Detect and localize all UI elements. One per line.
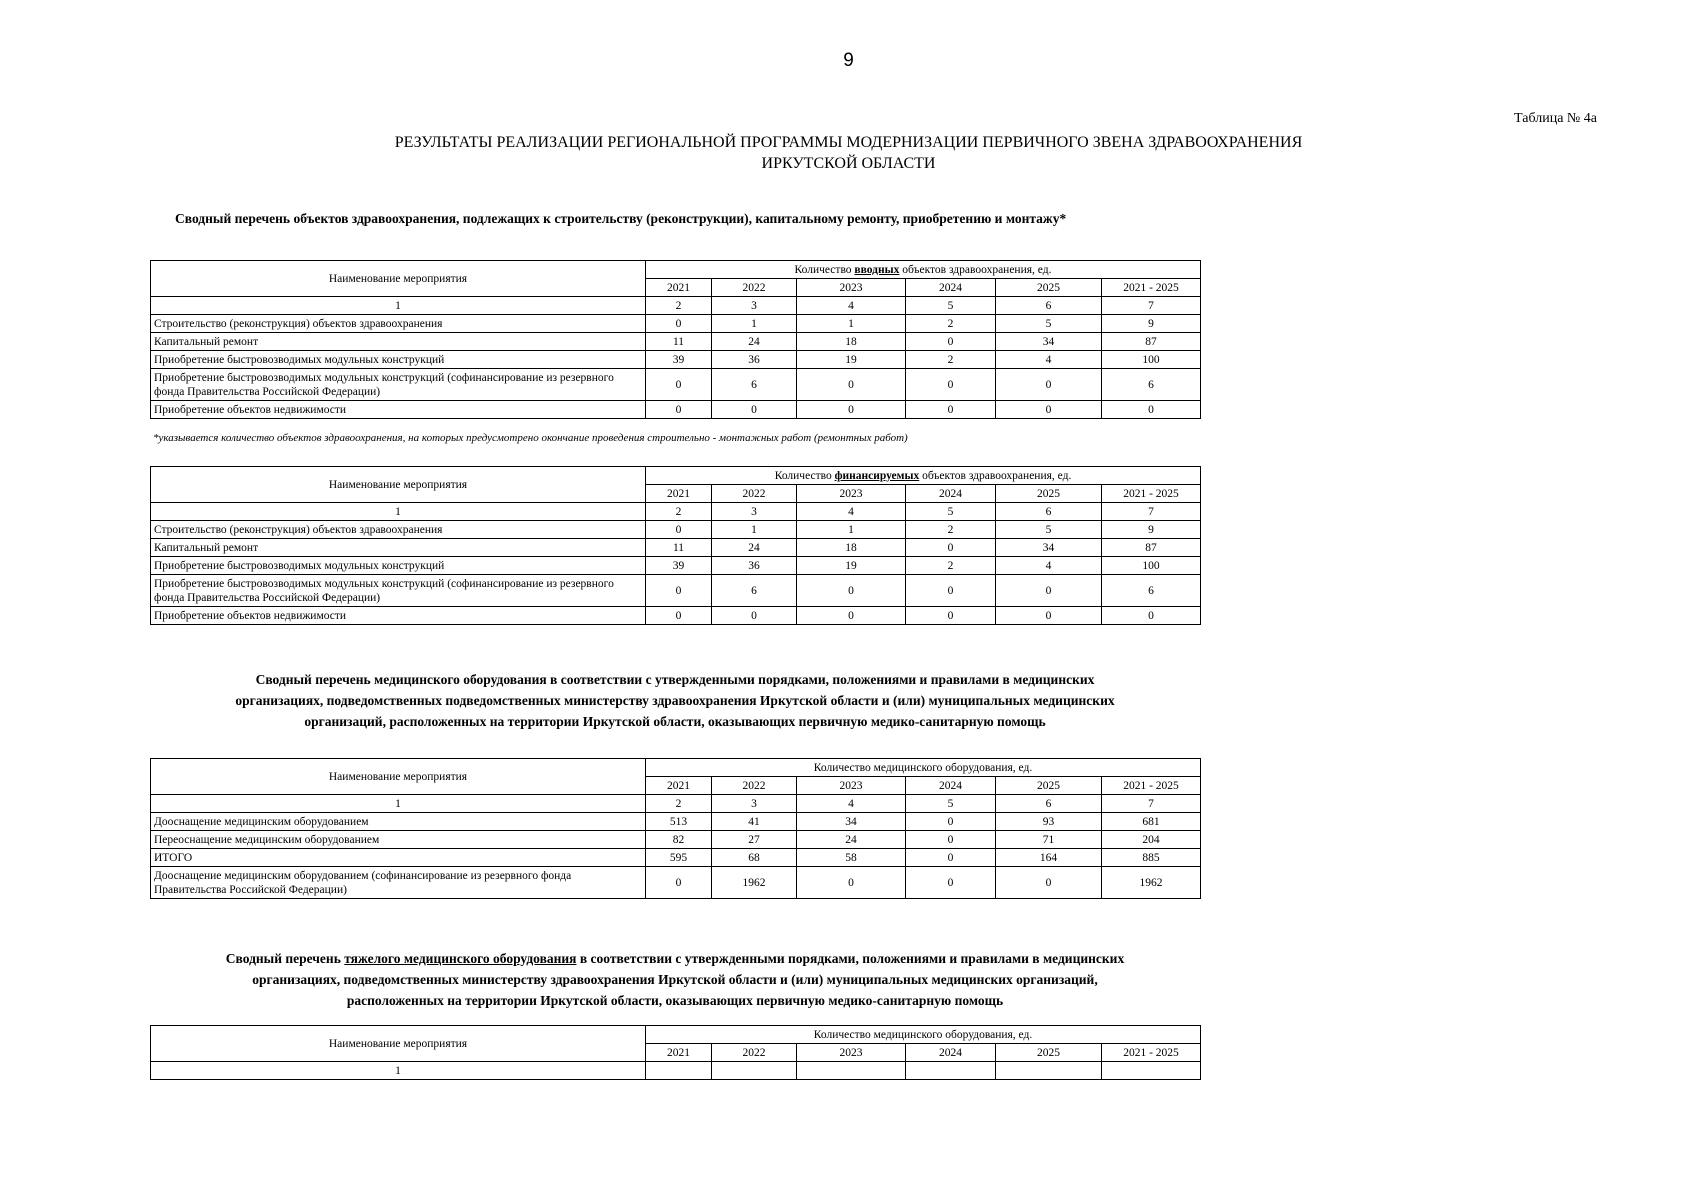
table-heavy-medical-equipment — [150, 1025, 1201, 1080]
heading-emphasis: тяжелого медицинского оборудования — [344, 951, 577, 966]
column-header-group: Количество финансируемых объектов здравоохранения, ед. — [646, 467, 1201, 485]
table-row: Капитальный ремонт 11 24 18 0 34 87 — [151, 333, 1201, 351]
year-header: 2021 - 2025 — [1102, 485, 1201, 503]
year-header: 2023 — [797, 279, 906, 297]
year-header: 2023 — [797, 1044, 906, 1062]
year-header: 2021 - 2025 — [1102, 1044, 1201, 1062]
section-heading — [150, 669, 1200, 732]
year-header: 2024 — [906, 279, 996, 297]
table-row: Приобретение быстровозводимых модульных конструкций 39 36 19 2 4 100 — [151, 557, 1201, 575]
table-financed-objects — [150, 466, 1201, 625]
table-row: Строительство (реконструкция) объектов здравоохранения 0 1 1 2 5 9 — [151, 521, 1201, 539]
year-header: 2025 — [996, 485, 1102, 503]
table-row: Приобретение быстровозводимых модульных конструкций (софинансирование из резервного фонда Правительства Российской Федерации) 0 6 0 0 0 6 — [151, 369, 1201, 401]
section-heading-line: организаций, расположенных на территории Иркутской области, оказывающих первичную медико-санитарную помощь — [304, 714, 1046, 729]
column-header-name: Наименование мероприятия — [151, 467, 646, 503]
table-medical-equipment — [150, 758, 1201, 899]
table-row: Приобретение быстровозводимых модульных конструкций (софинансирование из резервного фонда Правительства Российской Федерации) 0 6 0 0 0 6 — [151, 575, 1201, 607]
year-header: 2025 — [996, 1044, 1102, 1062]
page-number: 9 — [843, 50, 854, 71]
year-header: 2022 — [712, 485, 797, 503]
year-header: 2021 - 2025 — [1102, 777, 1201, 795]
year-header: 2022 — [712, 279, 797, 297]
column-number-row: 1 2 3 4 5 6 7 — [151, 297, 1201, 315]
footnote: *указывается количество объектов здравоохранения, на которых предусмотрено окончание проведения строительно - монтажных работ (ремонтных работ) — [153, 432, 908, 444]
column-header-group: Количество медицинского оборудования, ед. — [646, 759, 1201, 777]
year-header: 2022 — [712, 777, 797, 795]
year-header: 2021 - 2025 — [1102, 279, 1201, 297]
year-header: 2025 — [996, 777, 1102, 795]
header-emphasis: финансируемых — [834, 469, 920, 482]
page-title — [0, 132, 1697, 174]
column-number-row: 1 2 3 4 5 6 7 — [151, 503, 1201, 521]
table-row: Строительство (реконструкция) объектов здравоохранения 0 1 1 2 5 9 — [151, 315, 1201, 333]
year-header: 2025 — [996, 279, 1102, 297]
year-header: 2021 — [646, 777, 712, 795]
year-header: 2021 — [646, 1044, 712, 1062]
section-heading-line: организациях, подведомственных министерству здравоохранения Иркутской области и (или) муниципальных медицинских организаций, — [252, 972, 1098, 987]
table-row: Переоснащение медицинским оборудованием 82 27 24 0 71 204 — [151, 831, 1201, 849]
table-row: Капитальный ремонт 11 24 18 0 34 87 — [151, 539, 1201, 557]
year-header: 2024 — [906, 777, 996, 795]
section-heading-line: расположенных на территории Иркутской области, оказывающих первичную медико-санитарную помощь — [346, 993, 1004, 1008]
table-row: ИТОГО 595 68 58 0 164 885 — [151, 849, 1201, 867]
header-emphasis: вводных — [854, 263, 900, 276]
table-row: Дооснащение медицинским оборудованием (софинансирование из резервного фонда Правительства Российской Федерации) 0 1962 0 0 0 1962 — [151, 867, 1201, 899]
year-header: 2023 — [797, 485, 906, 503]
section-heading — [150, 948, 1200, 1011]
year-header: 2024 — [906, 485, 996, 503]
column-number-row: 1 2 3 4 5 6 7 — [151, 795, 1201, 813]
year-header: 2022 — [712, 1044, 797, 1062]
table-row: Приобретение быстровозводимых модульных конструкций 39 36 19 2 4 100 — [151, 351, 1201, 369]
column-header-group: Количество вводных объектов здравоохранения, ед. — [646, 261, 1201, 279]
section-heading-line: Сводный перечень медицинского оборудования в соответствии с утвержденными порядками, положениями и правилами в медицинских — [255, 672, 1095, 687]
year-header: 2024 — [906, 1044, 996, 1062]
table-row: Дооснащение медицинским оборудованием 513 41 34 0 93 681 — [151, 813, 1201, 831]
section-heading-line: организациях, подведомственных подведомственных министерству здравоохранения Иркутской области и (или) муниципальных медицинских — [235, 693, 1115, 708]
year-header: 2021 — [646, 279, 712, 297]
table-row: Приобретение объектов недвижимости 0 0 0 0 0 0 — [151, 607, 1201, 625]
page-title-line: РЕЗУЛЬТАТЫ РЕАЛИЗАЦИИ РЕГИОНАЛЬНОЙ ПРОГРАММЫ МОДЕРНИЗАЦИИ ПЕРВИЧНОГО ЗВЕНА ЗДРАВООХРАНЕНИЯ — [394, 134, 1303, 151]
table-commissioned-objects — [150, 260, 1201, 419]
column-number-row: 1 — [151, 1062, 1201, 1080]
table-row: Приобретение объектов недвижимости 0 0 0 0 0 0 — [151, 401, 1201, 419]
column-header-name: Наименование мероприятия — [151, 759, 646, 795]
column-header-group: Количество медицинского оборудования, ед. — [646, 1026, 1201, 1044]
page-title-line: ИРКУТСКОЙ ОБЛАСТИ — [761, 155, 936, 172]
year-header: 2023 — [797, 777, 906, 795]
column-header-name: Наименование мероприятия — [151, 261, 646, 297]
section-heading: Сводный перечень объектов здравоохранения, подлежащих к строительству (реконструкции), капитальному ремонту, приобретению и монтажу* — [175, 211, 1067, 226]
column-header-name: Наименование мероприятия — [151, 1026, 646, 1062]
section-heading-line: Сводный перечень тяжелого медицинского оборудования в соответствии с утвержденными порядками, положениями и правилами в медицинских — [225, 951, 1125, 966]
table-number: Таблица № 4а — [1514, 111, 1597, 126]
year-header: 2021 — [646, 485, 712, 503]
